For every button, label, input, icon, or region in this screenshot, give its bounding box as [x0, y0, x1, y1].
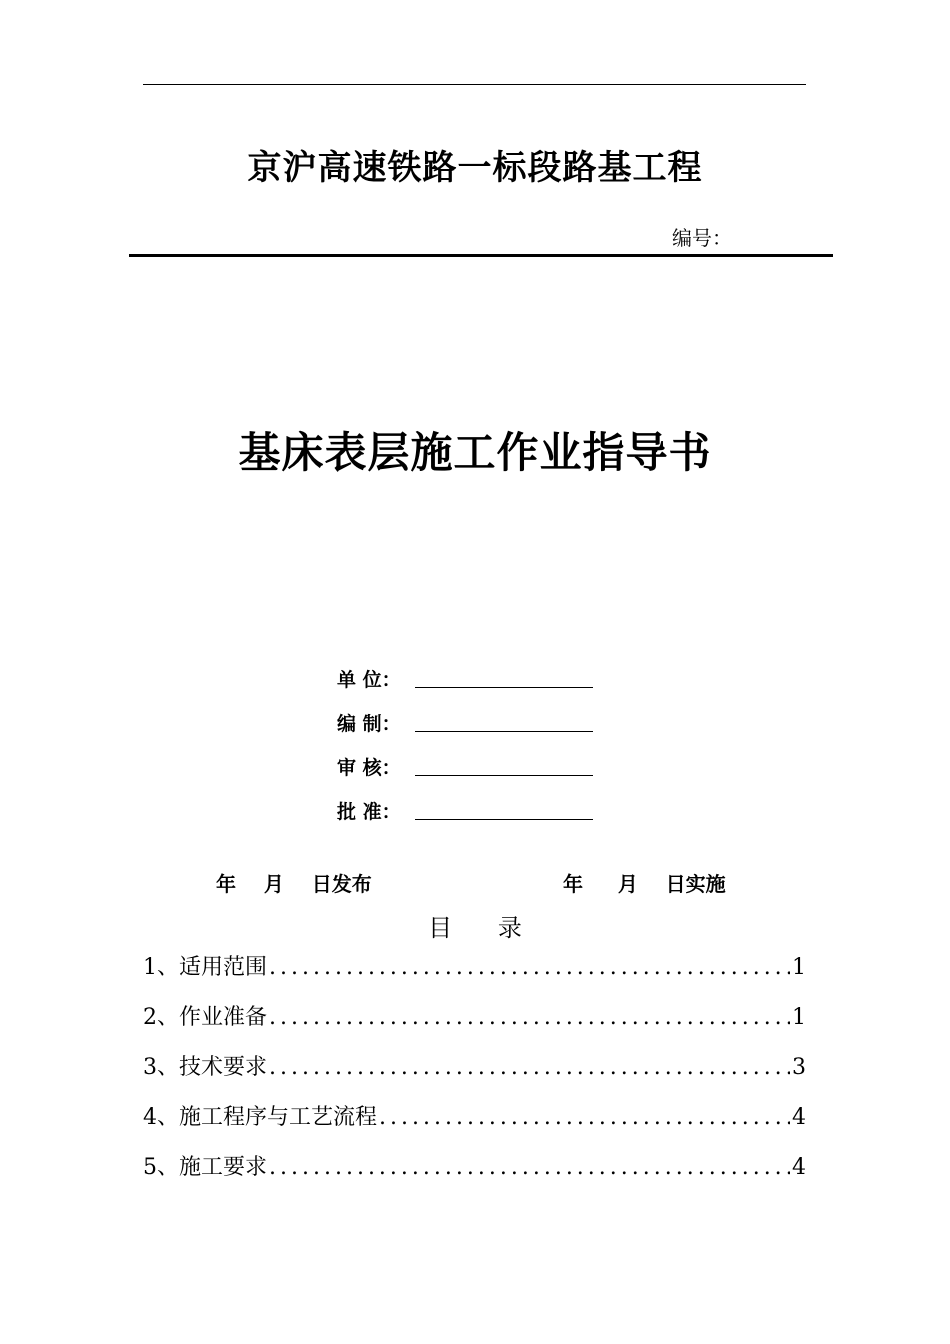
- toc-heading: 目 录: [428, 914, 522, 942]
- toc-item-page: 1: [792, 955, 806, 980]
- toc-item-title: 2、作业准备: [143, 1005, 267, 1030]
- toc-item-title: 5、施工要求: [143, 1155, 267, 1180]
- signature-label: 批 准：: [337, 801, 401, 823]
- signature-line[interactable]: [415, 753, 593, 776]
- toc-item[interactable]: [143, 1100, 806, 1150]
- signature-row-approver: [337, 780, 593, 824]
- toc-item-page: 1: [792, 1005, 806, 1030]
- toc-leader-dots: [269, 1005, 790, 1030]
- toc-item-title: 3、技术要求: [143, 1055, 267, 1080]
- signature-label: 编 制：: [337, 713, 401, 735]
- signature-line[interactable]: [415, 709, 593, 732]
- signature-label: 审 核：: [337, 757, 401, 779]
- implement-date: 年 月 日实施: [563, 872, 726, 896]
- toc-item[interactable]: [143, 1000, 806, 1050]
- signature-row-compiler: [337, 692, 593, 736]
- top-rule: [143, 84, 806, 85]
- toc-item-page: 4: [792, 1155, 806, 1180]
- signature-label: 单 位：: [337, 669, 401, 691]
- signature-row-reviewer: [337, 736, 593, 780]
- toc-leader-dots: [269, 955, 790, 980]
- toc-item-page: 4: [792, 1105, 806, 1130]
- toc-item-title: 4、施工程序与工艺流程: [143, 1105, 377, 1130]
- toc-leader-dots: [269, 1055, 790, 1080]
- toc-item[interactable]: [143, 1150, 806, 1200]
- toc-item[interactable]: [143, 1050, 806, 1100]
- document-number-label: 编号：: [672, 226, 732, 250]
- toc-item-page: 3: [792, 1055, 806, 1080]
- signature-line[interactable]: [415, 797, 593, 820]
- signature-row-unit: [337, 648, 593, 692]
- toc-leader-dots: [379, 1105, 790, 1130]
- signature-block: [337, 648, 593, 824]
- signature-line[interactable]: [415, 665, 593, 688]
- toc-item[interactable]: [143, 950, 806, 1000]
- toc-item-title: 1、适用范围: [143, 955, 267, 980]
- header-divider: [129, 254, 833, 257]
- table-of-contents: [143, 950, 806, 1200]
- publish-date: 年 月 日发布: [216, 872, 372, 896]
- toc-leader-dots: [269, 1155, 790, 1180]
- document-title: 基床表层施工作业指导书: [238, 428, 712, 477]
- project-title: 京沪高速铁路一标段路基工程: [247, 148, 703, 188]
